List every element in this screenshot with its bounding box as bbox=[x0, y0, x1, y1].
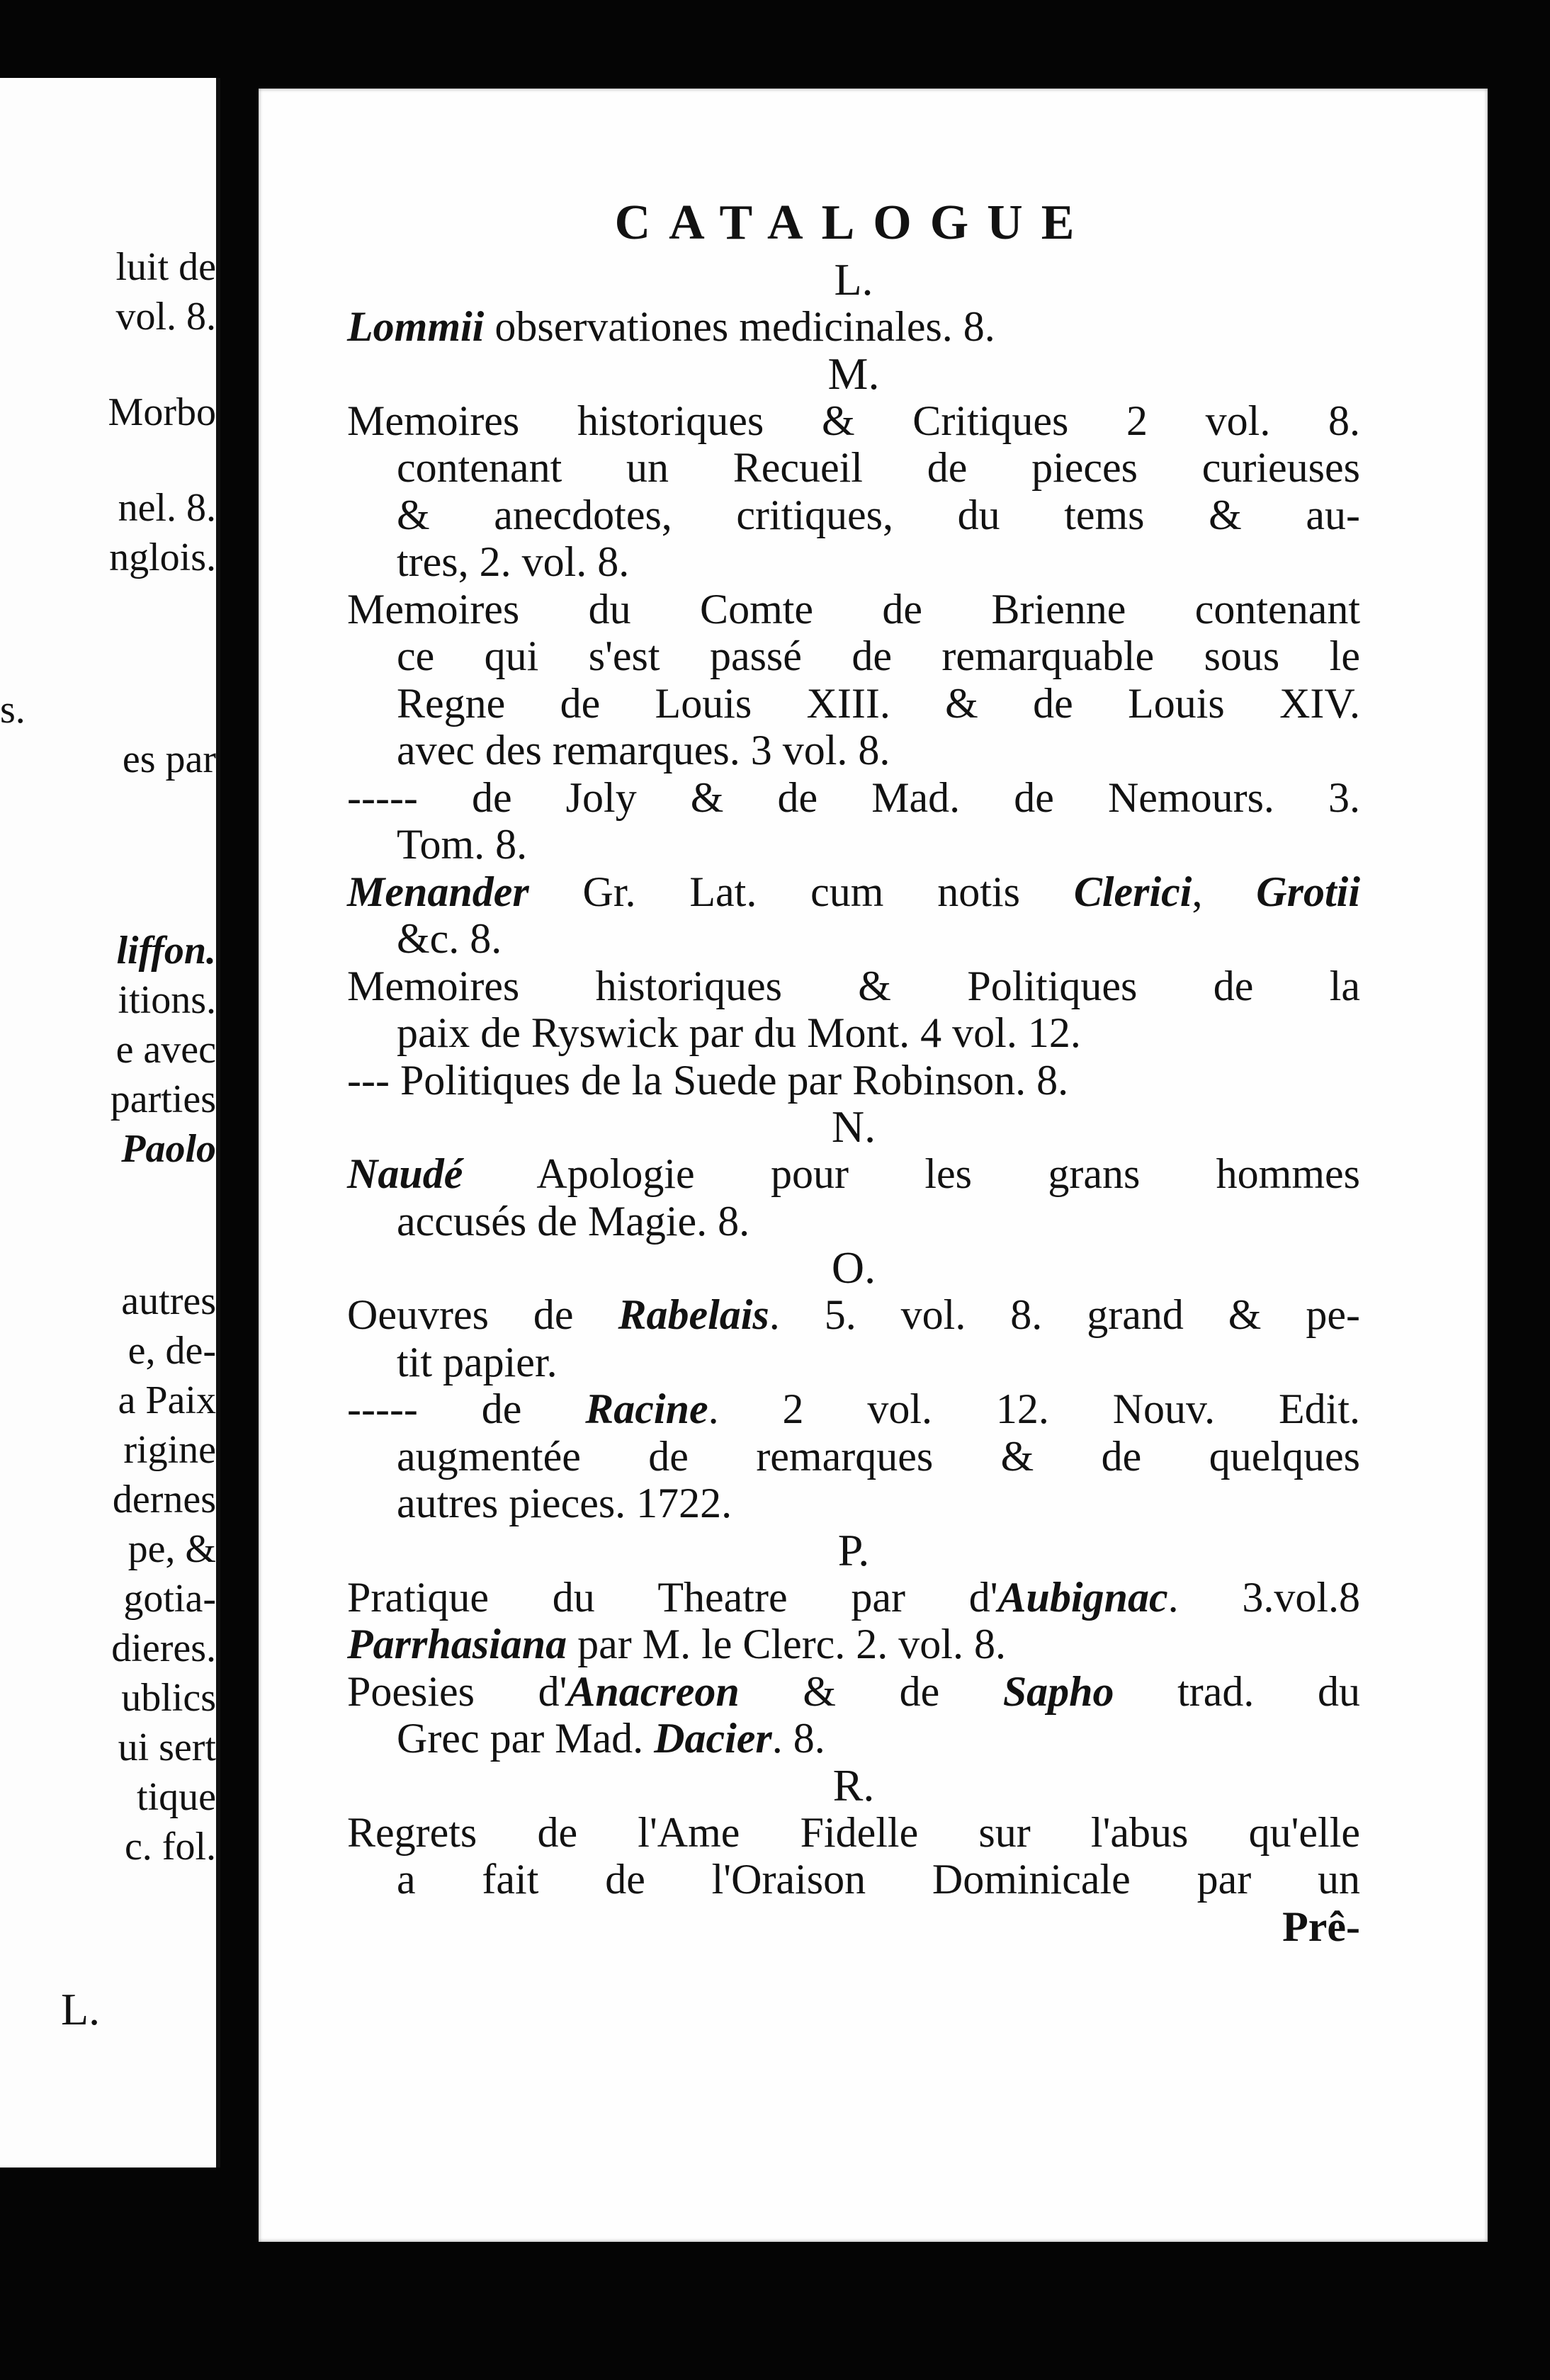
entry-line bbox=[347, 1621, 1360, 1668]
entry-line: augmentée de remarques & de quelques bbox=[397, 1432, 1360, 1480]
entry-line: accusés de Magie. 8. bbox=[397, 1197, 750, 1245]
entry-line: avec des remarques. 3 vol. 8. bbox=[397, 727, 890, 774]
catalogue-entry bbox=[347, 868, 1360, 963]
entry-line: ----- de Joly & de Mad. de Nemours. 3. bbox=[347, 774, 1360, 821]
entry-text: . 5. vol. 8. grand & pe- bbox=[769, 1291, 1360, 1338]
section-letter-n: N. bbox=[831, 1101, 876, 1152]
left-page-line: e, de- bbox=[128, 1329, 216, 1373]
catalogue-entry bbox=[347, 303, 1360, 351]
author-name: Aubignac bbox=[997, 1573, 1168, 1621]
catalogue-entry bbox=[347, 1621, 1360, 1668]
entry-line bbox=[347, 868, 1360, 916]
entry-line: Memoires du Comte de Brienne contenant bbox=[347, 585, 1360, 633]
catalogue-entry bbox=[347, 963, 1360, 1057]
left-page-line: parties bbox=[110, 1077, 216, 1121]
entry-line: Memoires historiques & Politiques de la bbox=[347, 962, 1360, 1009]
left-page-line: ublics bbox=[121, 1676, 216, 1720]
catalogue-entry bbox=[347, 1057, 1360, 1104]
left-page-line: dernes bbox=[112, 1478, 216, 1522]
left-page-line: gotia- bbox=[123, 1577, 216, 1621]
entry-text: observationes medicinales. 8. bbox=[484, 303, 995, 350]
author-name: Menander bbox=[347, 868, 529, 915]
author-name: Clerici bbox=[1073, 868, 1192, 915]
entry-line: Regne de Louis XIII. & de Louis XIV. bbox=[397, 679, 1360, 727]
entry-text: . 8. bbox=[771, 1715, 825, 1762]
left-page-line: e avec bbox=[115, 1028, 216, 1072]
section-letter-o: O. bbox=[831, 1242, 876, 1293]
author-name: Naudé bbox=[347, 1150, 463, 1197]
catalogue-entry bbox=[347, 586, 1360, 774]
entry-line: tres, 2. vol. 8. bbox=[397, 538, 630, 585]
catalogue-entry bbox=[347, 1574, 1360, 1621]
entry-text: Pratique du Theatre par d' bbox=[347, 1573, 998, 1621]
entry-text: Gr. Lat. cum notis bbox=[528, 868, 1074, 915]
entry-line bbox=[347, 1574, 1360, 1621]
left-page-line: Paolo bbox=[121, 1127, 216, 1171]
author-name: Grotii bbox=[1256, 868, 1360, 915]
left-page-line: rigine bbox=[123, 1428, 216, 1472]
left-page-line: dieres. bbox=[111, 1626, 216, 1670]
left-page-line: es par bbox=[122, 737, 216, 781]
left-page-signature: L. bbox=[61, 1984, 101, 2034]
entry-line bbox=[347, 303, 1360, 351]
entry-line: Regrets de l'Ame Fidelle sur l'abus qu'elle bbox=[347, 1808, 1360, 1856]
entry-line: & anecdotes, critiques, du tems & au- bbox=[397, 491, 1360, 538]
author-name: Anacreon bbox=[567, 1667, 740, 1715]
entry-line: contenant un Recueil de pieces curieuses bbox=[397, 444, 1360, 491]
left-page-line: s. bbox=[0, 688, 26, 732]
entry-line: --- Politiques de la Suede par Robinson. 8. bbox=[347, 1056, 1069, 1104]
page-content bbox=[347, 191, 1360, 1950]
catalogue-entry bbox=[347, 774, 1360, 868]
left-page-line: pe, & bbox=[128, 1527, 216, 1571]
entry-text: trad. du bbox=[1114, 1667, 1360, 1715]
entry-line bbox=[347, 1291, 1360, 1339]
section-letter-r: R. bbox=[832, 1760, 875, 1810]
entry-line bbox=[347, 1715, 1360, 1762]
left-page-line: tique bbox=[137, 1775, 216, 1819]
entry-text: Grec par Mad. bbox=[397, 1715, 655, 1762]
catalogue-entry bbox=[347, 397, 1360, 586]
catalogue-entry bbox=[347, 1150, 1360, 1245]
left-page-line: liffon. bbox=[116, 929, 216, 973]
author-name: Dacier bbox=[654, 1715, 772, 1762]
catalogue-entry bbox=[347, 1291, 1360, 1386]
catalogue-page bbox=[259, 89, 1488, 2242]
left-page-line: ui sert bbox=[118, 1726, 216, 1769]
catalogue-entry bbox=[347, 1668, 1360, 1762]
section-letter-m: M. bbox=[827, 348, 880, 399]
entry-text: . 3.vol.8 bbox=[1167, 1573, 1361, 1621]
catalogue-entry bbox=[347, 1809, 1360, 1903]
left-page-line: c. fol. bbox=[124, 1825, 216, 1869]
entry-line bbox=[347, 1386, 1360, 1433]
left-page-line: itions. bbox=[118, 978, 216, 1022]
entry-text: , bbox=[1192, 868, 1257, 915]
entry-text: par M. le Clerc. 2. vol. 8. bbox=[567, 1621, 1006, 1667]
entry-line bbox=[347, 1668, 1360, 1716]
entry-line: ce qui s'est passé de remarquable sous le bbox=[397, 633, 1360, 679]
author-name: Parrhasiana bbox=[347, 1621, 567, 1667]
entry-line: Memoires historiques & Critiques 2 vol. 8. bbox=[347, 397, 1360, 444]
author-name: Racine bbox=[585, 1386, 708, 1432]
left-page-line: a Paix bbox=[118, 1378, 216, 1422]
page-heading: CATALOGUE bbox=[614, 196, 1093, 250]
entry-text: . 2 vol. 12. Nouv. Edit. bbox=[708, 1386, 1360, 1432]
left-page-line: nglois. bbox=[109, 536, 216, 579]
author-name: Lommii bbox=[347, 303, 485, 350]
left-page-fragment bbox=[0, 78, 220, 2168]
entry-text: ----- de bbox=[347, 1386, 586, 1432]
entry-text: Poesies d' bbox=[347, 1667, 567, 1715]
entry-text: & de bbox=[739, 1667, 1003, 1715]
entry-line: a fait de l'Oraison Dominicale par un bbox=[397, 1856, 1360, 1903]
catalogue-entry bbox=[347, 1386, 1360, 1527]
left-page-line: vol. 8. bbox=[115, 295, 216, 339]
entry-line: autres pieces. 1722. bbox=[397, 1480, 732, 1526]
entry-text: Apologie pour les grans hommes bbox=[463, 1150, 1360, 1197]
entry-text: Oeuvres de bbox=[347, 1291, 618, 1338]
entry-line: &c. 8. bbox=[397, 915, 502, 962]
entry-line: paix de Ryswick par du Mont. 4 vol. 12. bbox=[397, 1009, 1081, 1056]
entry-line bbox=[347, 1150, 1360, 1198]
author-name: Sapho bbox=[1002, 1667, 1114, 1715]
left-page-line: Morbo bbox=[108, 390, 216, 434]
entry-line: tit papier. bbox=[397, 1338, 558, 1386]
left-page-line: autres bbox=[121, 1279, 216, 1323]
catchword: Prê- bbox=[1282, 1903, 1360, 1950]
left-page-line: luit de bbox=[115, 245, 216, 289]
section-letter-p: P. bbox=[837, 1524, 870, 1575]
section-letter-l: L. bbox=[834, 254, 873, 305]
left-page-line: nel. 8. bbox=[118, 486, 216, 530]
entry-line: Tom. 8. bbox=[397, 821, 528, 868]
author-name: Rabelais bbox=[618, 1291, 769, 1338]
